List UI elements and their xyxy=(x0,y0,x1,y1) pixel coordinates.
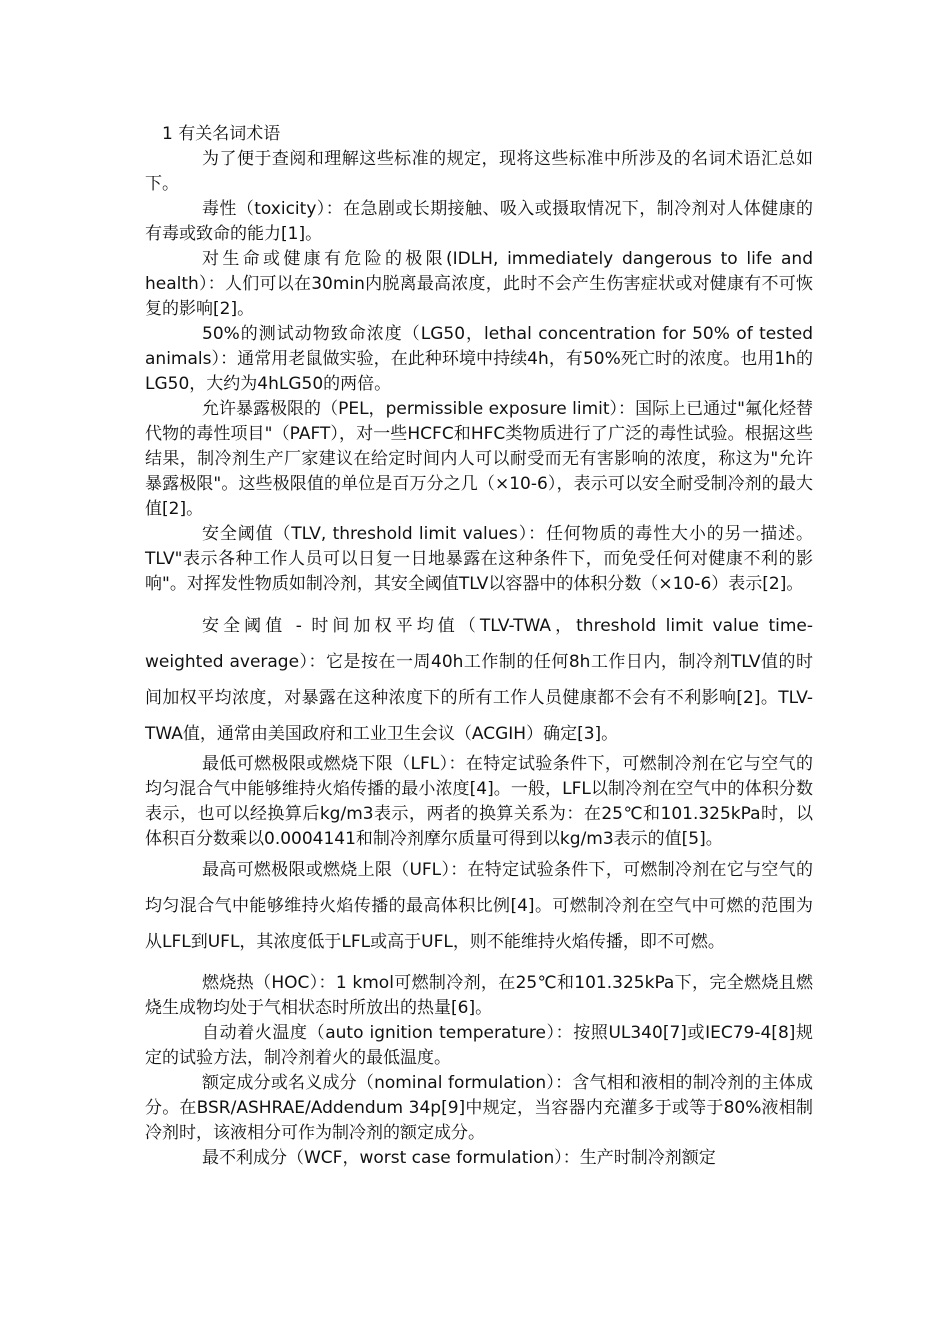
paragraph-hoc: 燃烧热（HOC）：1 kmol可燃制冷剂，在25℃和101.325kPa下，完全燃烧且燃烧生成物均处于气相状态时所放出的热量[6]。 xyxy=(145,973,813,1018)
paragraph-lfl: 最低可燃极限或燃烧下限（LFL）：在特定试验条件下，可燃制冷剂在它与空气的均匀混合气中能够维持火焰传播的最小浓度[4]。一般，LFL以制冷剂在空气中的体积分数表示，也可以经换算后kg/m3表示，两者的换算关系为：在25℃和101.325kPa时，以体积百分数乘以0.0004141和制冷剂摩尔质量可得到以kg/m3表示的值[5]。 xyxy=(145,754,813,849)
paragraph-ufl: 最高可燃极限或燃烧上限（UFL）：在特定试验条件下，可燃制冷剂在它与空气的均匀混合气中能够维持火焰传播的最高体积比例[4]。可燃制冷剂在空气中可燃的范围为从LFL到UFL，其浓度低于LFL或高于UFL，则不能维持火焰传播，即不可燃。 xyxy=(145,860,813,952)
paragraph-toxicity: 毒性（toxicity）：在急剧或长期接触、吸入或摄取情况下，制冷剂对人体健康的有毒或致命的能力[1]。 xyxy=(145,199,813,244)
paragraph-lg50: 50%的测试动物致命浓度（LG50，lethal concentration for 50% of tested animals）：通常用老鼠做实验，在此种环境中持续4h，有50%死亡时的浓度。也用1h的LG50，大约为4hLG50的两倍。 xyxy=(145,324,813,394)
paragraph-pel: 允许暴露极限的（PEL，permissible exposure limit）：国际上已通过"氟化烃替代物的毒性项目"（PAFT），对一些HCFC和HFC类物质进行了广泛的毒性试验。根据这些结果，制冷剂生产厂家建议在给定时间内人可以耐受而无有害影响的浓度，称这为"允许暴露极限"。这些极限值的单位是百万分之几（×10-6），表示可以安全耐受制冷剂的最大值[2]。 xyxy=(145,399,813,519)
document-body xyxy=(145,122,813,1171)
paragraph-intro: 为了便于查阅和理解这些标准的规定，现将这些标准中所涉及的名词术语汇总如下。 xyxy=(145,149,813,194)
paragraph-tlv-twa: 安全阈值 - 时间加权平均值（TLV-TWA，threshold limit value time-weighted average）：它是按在一周40h工作制的任何8h工作日内，制冷剂TLV值的时间加权平均浓度，对暴露在这种浓度下的所有工作人员健康都不会有不利影响[2]。TLV-TWA值，通常由美国政府和工业卫生会议（ACGIH）确定[3]。 xyxy=(145,616,813,744)
paragraph-wcf: 最不利成分（WCF，worst case formulation）：生产时制冷剂额定 xyxy=(202,1148,716,1168)
paragraph-idlh: 对生命或健康有危险的极限(IDLH, immediately dangerous to life and health）：人们可以在30min内脱离最高浓度，此时不会产生伤害症状或对健康有不可恢复的影响[2]。 xyxy=(145,249,813,319)
paragraph-auto-ignition: 自动着火温度（auto ignition temperature）：按照UL340[7]或IEC79-4[8]规定的试验方法，制冷剂着火的最低温度。 xyxy=(145,1023,813,1068)
paragraph-tlv: 安全阈值（TLV, threshold limit values）：任何物质的毒性大小的另一描述。TLV"表示各种工作人员可以日复一日地暴露在这种条件下，而免受任何对健康不利的影响"。对挥发性物质如制冷剂，其安全阈值TLV以容器中的体积分数（×10-6）表示[2]。 xyxy=(145,524,813,594)
paragraph-nominal-formulation: 额定成分或名义成分（nominal formulation）：含气相和液相的制冷剂的主体成分。在BSR/ASHRAE/Addendum 34p[9]中规定，当容器内充灌多于或等于80%液相制冷剂时，该液相分可作为制冷剂的额定成分。 xyxy=(145,1073,813,1143)
section-heading: 1 有关名词术语 xyxy=(162,124,281,144)
